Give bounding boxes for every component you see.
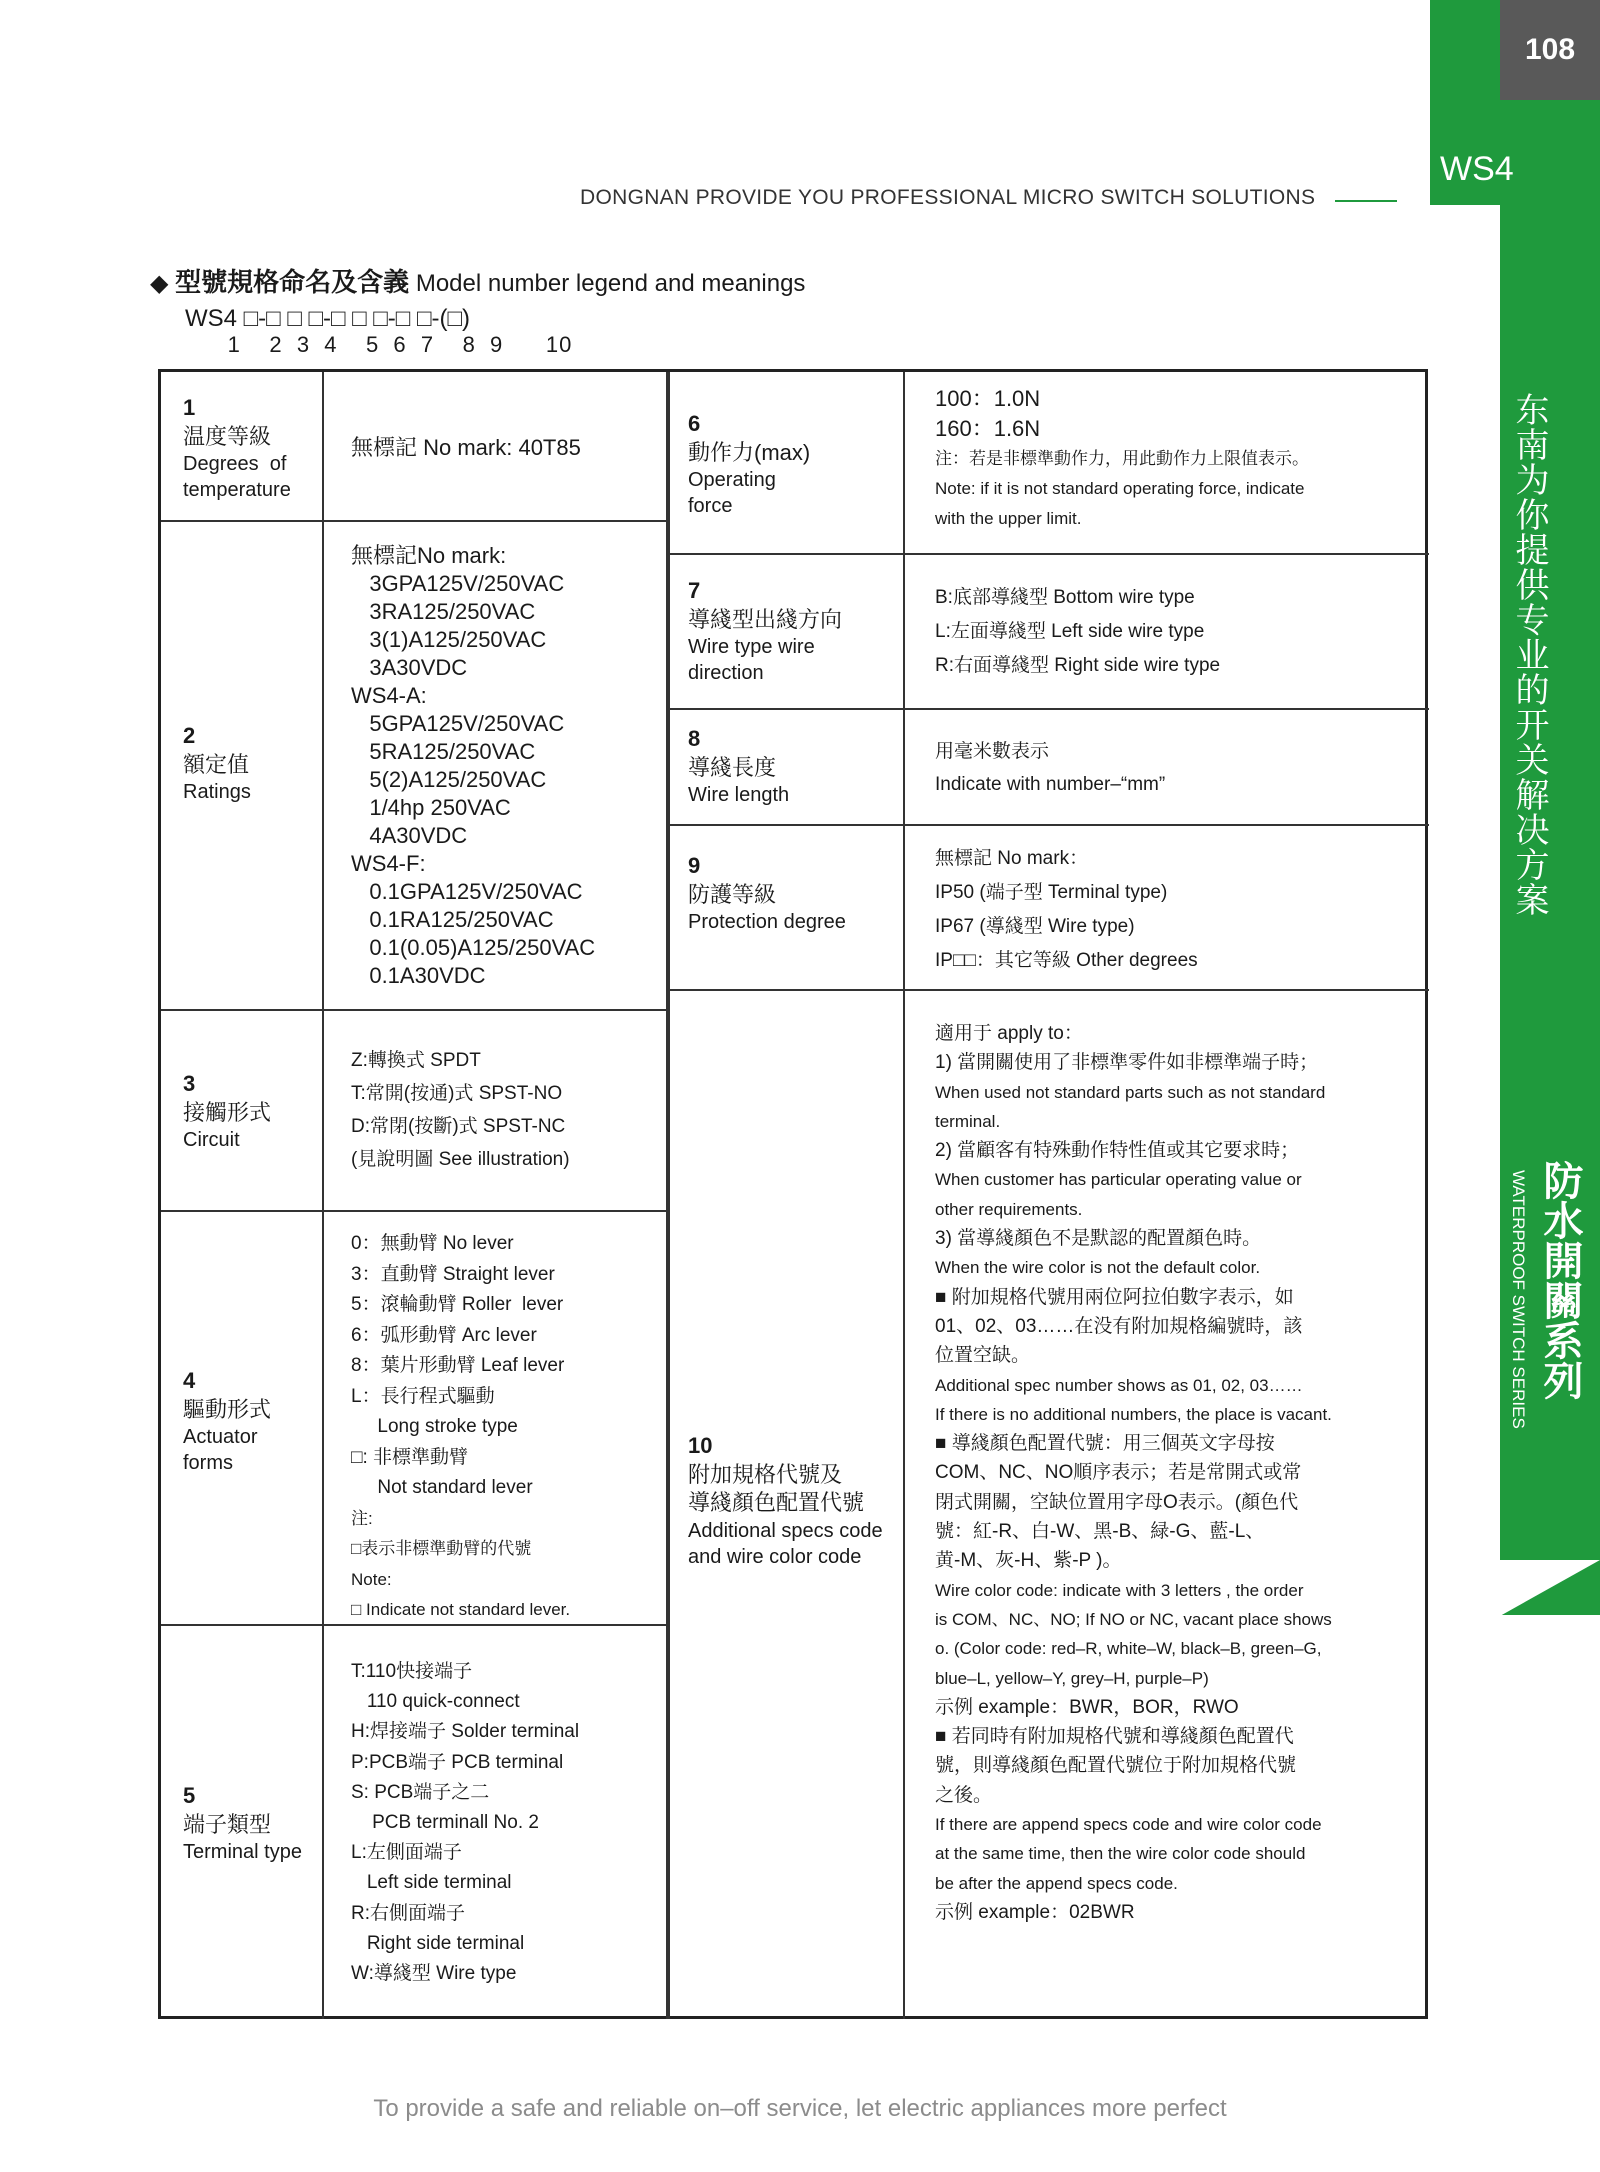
row-10-label: 10 附加規格代號及 導綫顏色配置代號 Additional specs code and wire color code: [688, 1433, 883, 1568]
header-rule: [1335, 200, 1397, 202]
row-8-values: 用毫米數表示 Indicate with number–“mm”: [935, 741, 1166, 795]
section-title: [150, 262, 805, 299]
row-4-label: 4 驅動形式 Actuator forms: [183, 1368, 272, 1475]
col-divider: [322, 372, 324, 2019]
row-6-values: 100：1.0N 160：1.6N 注：若是非標準動作力，用此動作力上限值表示。 Note: if it is not standard operating force, indicate with the upper limit.: [935, 386, 1309, 528]
row-3-label: 3 接觸形式 Circuit: [183, 1071, 272, 1152]
center-divider: [666, 372, 670, 2019]
row-10-values: 適用于 apply to： 1) 當開關使用了非標準零件如非標準端子時； When used not standard parts such as not standard terminal. 2) 當顧客有特殊動作特性值或其它要求時； When customer has particular operating value or other requirements. 3) 當導綫顏色不是默認的配置顏色時。 When the wire color is not the default color. ■ 附加規格代號用兩位阿拉伯數字表示，如 01、02、03……在没有附加規格編號時，該 位置空缺。 Additional spec number shows as 01, 02, 03…… If there is no additional numbers, the place is vacant. ■ 導綫顏色配置代號：用三個英文字母按 COM、NC、NO順序表示；若是常開式或常 閉式開關，空缺位置用字母O表示。(顏色代 號：紅-R、白-W、黑-B、緑-G、藍-L、 黄-M、灰-H、紫-P )。 Wire color code: indicate with 3 letters , the order is COM、NC、NO; If NO or NC, vacant place shows o. (Color code: red–R, white–W, black–B, green–G, blue–L, yellow–Y, grey–H, purple–P) 示例 example：BWR，BOR，RWO ■ 若同時有附加規格代號和導綫顏色配置代 號，則導綫顏色配置代號位于附加規格代號 之後。 If there are append specs code and wire color code at the same time, then the wire color code should be after the append specs code. 示例 example：02BWR: [935, 1023, 1332, 1923]
side-slogan: 东南为你提供专业的开关解决方案: [1510, 392, 1548, 917]
row-divider: [161, 1009, 667, 1011]
row-4-values: 0：無動臂 No lever 3：直動臂 Straight lever 5：滾輪動臂 Roller lever 6：弧形動臂 Arc lever 8：葉片形動臂 Leaf lever L：長行程式驅動 Long stroke type □: 非標準動臂 Not standard lever 注: □表示非標準動臂的代號 Note: □ Indicate not standard lever.: [351, 1233, 571, 1619]
page-number: 108: [1500, 0, 1600, 100]
row-9-values: 無標記 No mark： IP50 (端子型 Terminal type) IP67 (導綫型 Wire type) IP□□：其它等級 Other degrees: [935, 848, 1198, 971]
row-5-values: T:110快接端子 110 quick-connect H:焊接端子 Solder terminal P:PCB端子 PCB terminal S: PCB端子之二 PCB terminall No. 2 L:左側面端子 Left side terminal R:右側面端子 Right side terminal W:導綫型 Wire type: [351, 1661, 580, 1985]
row-7-label: 7 導綫型出綫方向 Wire type wire direction: [688, 578, 843, 685]
page-footer: To provide a safe and reliable on–off service, let electric appliances more perfect: [373, 2095, 1227, 2122]
side-series-en: WATERPROOF SWITCH SERIES: [1509, 1170, 1528, 1429]
section-title-en: Model number legend and meanings: [415, 270, 806, 297]
row-divider: [161, 520, 667, 522]
row-2-label: 2 額定值 Ratings: [183, 723, 251, 804]
side-series-cn: 防水開關系列: [1538, 1160, 1582, 1400]
row-divider: [669, 989, 1429, 991]
row-5-label: 5 端子類型 Terminal type: [183, 1783, 302, 1864]
row-1-label: 1 温度等級 Degrees of temperature: [183, 395, 291, 502]
side-model-label: WS4: [1440, 150, 1514, 188]
side-strip-tail: [1500, 1560, 1600, 1616]
legend-table: [158, 369, 1428, 2019]
row-6-label: 6 動作力(max) Operating force: [688, 411, 811, 518]
row-9-label: 9 防護等級 Protection degree: [688, 853, 846, 934]
page-header-tagline: DONGNAN PROVIDE YOU PROFESSIONAL MICRO SWITCH SOLUTIONS: [580, 186, 1316, 209]
row-7-values: B:底部導綫型 Bottom wire type L:左面導綫型 Left side wire type R:右面導綫型 Right side wire type: [935, 587, 1221, 676]
row-divider: [669, 553, 1429, 555]
row-8-label: 8 導綫長度 Wire length: [688, 726, 790, 807]
row-3-values: Z:轉換式 SPDT T:常開(按通)式 SPST-NO D:常閉(按斷)式 SPST-NC (見說明圖 See illustration): [351, 1050, 570, 1170]
row-divider: [161, 1210, 667, 1212]
model-code-pattern: WS4 □-□ □ □-□ □ □-□ □-(□): [185, 305, 470, 332]
section-title-cn: 型號規格命名及含義: [175, 267, 410, 297]
row-2-values: 無標記No mark: 3GPA125V/250VAC 3RA125/250VAC 3(1)A125/250VAC 3A30VDC WS4-A: 5GPA125V/250VAC 5RA125/250VAC 5(2)A125/250VAC 1/4hp 250VAC 4A30VDC WS4-F: 0.1GPA125V/250VAC 0.1RA125/250VAC 0.1(0.05)A125/250VAC 0.1A30VDC: [351, 543, 596, 988]
col-divider: [903, 372, 905, 2019]
bullet-icon: ◆: [150, 270, 169, 297]
row-divider: [669, 824, 1429, 826]
model-code-index: 1 2 3 4 5 6 7 8 9 10: [185, 332, 573, 357]
row-divider: [669, 708, 1429, 710]
row-1-values: 無標記 No mark: 40T85: [351, 435, 581, 460]
